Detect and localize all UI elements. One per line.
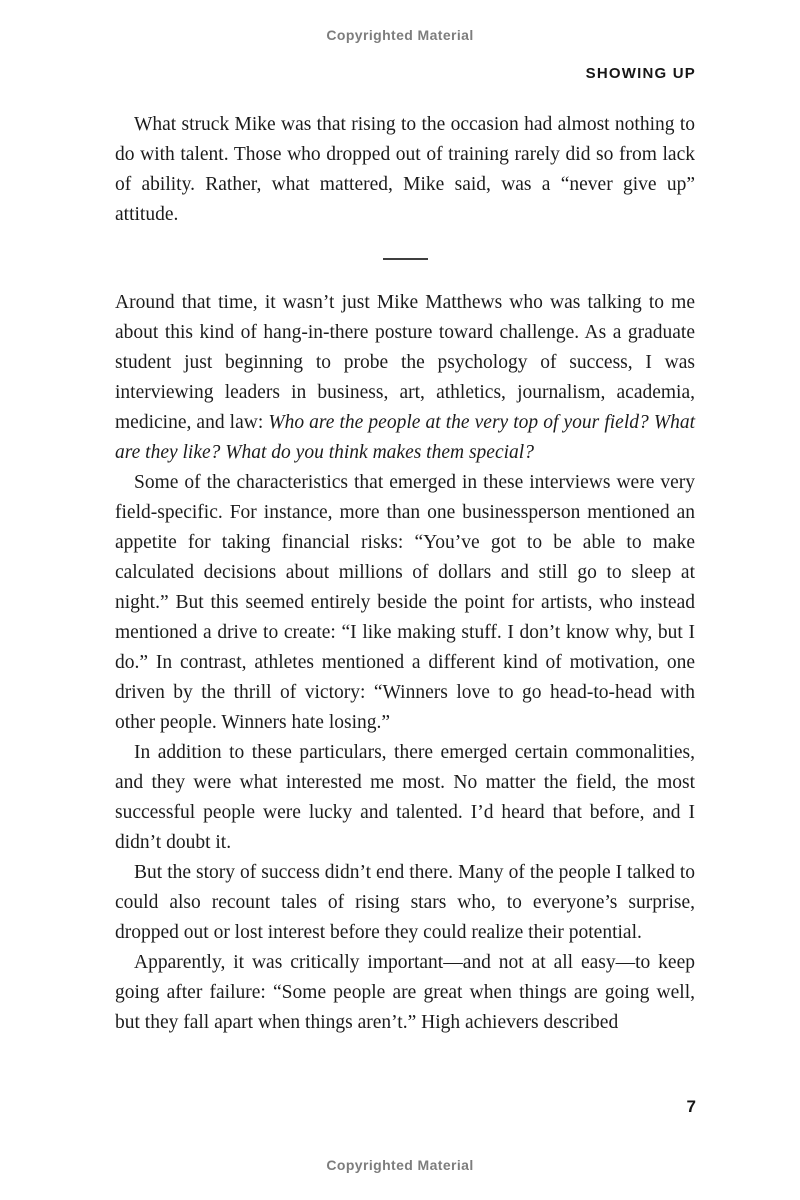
paragraph	[115, 288, 695, 468]
section-break-divider	[383, 258, 428, 260]
bottom-watermark: Copyrighted Material	[326, 1157, 474, 1173]
paragraph	[115, 738, 695, 858]
paragraph	[115, 468, 695, 738]
text-segment: In addition to these particulars, there emerged certain commonalities, and they were what interested me most. No matter the field, the most successful people were lucky and talented. I’d heard that before, and I didn’t doubt it.	[115, 742, 695, 853]
text-segment: What struck Mike was that rising to the occasion had almost nothing to do with talent. Those who dropped out of training rarely did so from lack of ability. Rather, what mattered, Mike said, was a “never give up” attitude.	[115, 114, 695, 225]
top-watermark: Copyrighted Material	[326, 27, 474, 43]
text-segment: But the story of success didn’t end there. Many of the people I talked to could also recount tales of rising stars who, to everyone’s surprise, dropped out or lost interest before they could realize their potential.	[115, 862, 695, 943]
paragraph	[115, 110, 695, 230]
italic-text-segment: Who are the people at the very top of your field? What are they like? What do you think makes them special?	[115, 412, 695, 463]
text-segment: Some of the characteristics that emerged in these interviews were very field-specific. For instance, more than one businessperson mentioned an appetite for taking financial risks: “You’ve got to be able to make calculated decisions about millions of dollars and still go to sleep at night.” But this seemed entirely beside the point for artists, who instead mentioned a drive to create: “I like making stuff. I don’t know why, but I do.” In contrast, athletes mentioned a different kind of motivation, one driven by the thrill of victory: “Winners love to go head-to-head with other people. Winners hate losing.”	[115, 472, 695, 733]
running-header: SHOWING UP	[585, 65, 696, 82]
page-number: 7	[686, 1097, 696, 1116]
text-segment: Around that time, it wasn’t just Mike Matthews who was talking to me about this kind of hang-in-there posture toward challenge. As a graduate student just beginning to probe the psychology of success, I was interviewing leaders in business, art, athletics, journalism, academia, medicine, and law:	[115, 292, 695, 433]
body-text-column	[115, 110, 695, 1038]
paragraph	[115, 948, 695, 1038]
paragraph	[115, 858, 695, 948]
text-segment: Apparently, it was critically important—and not at all easy—to keep going after failure: “Some people are great when things are going well, but they fall apart when things aren’t.” High achievers described	[115, 952, 695, 1033]
